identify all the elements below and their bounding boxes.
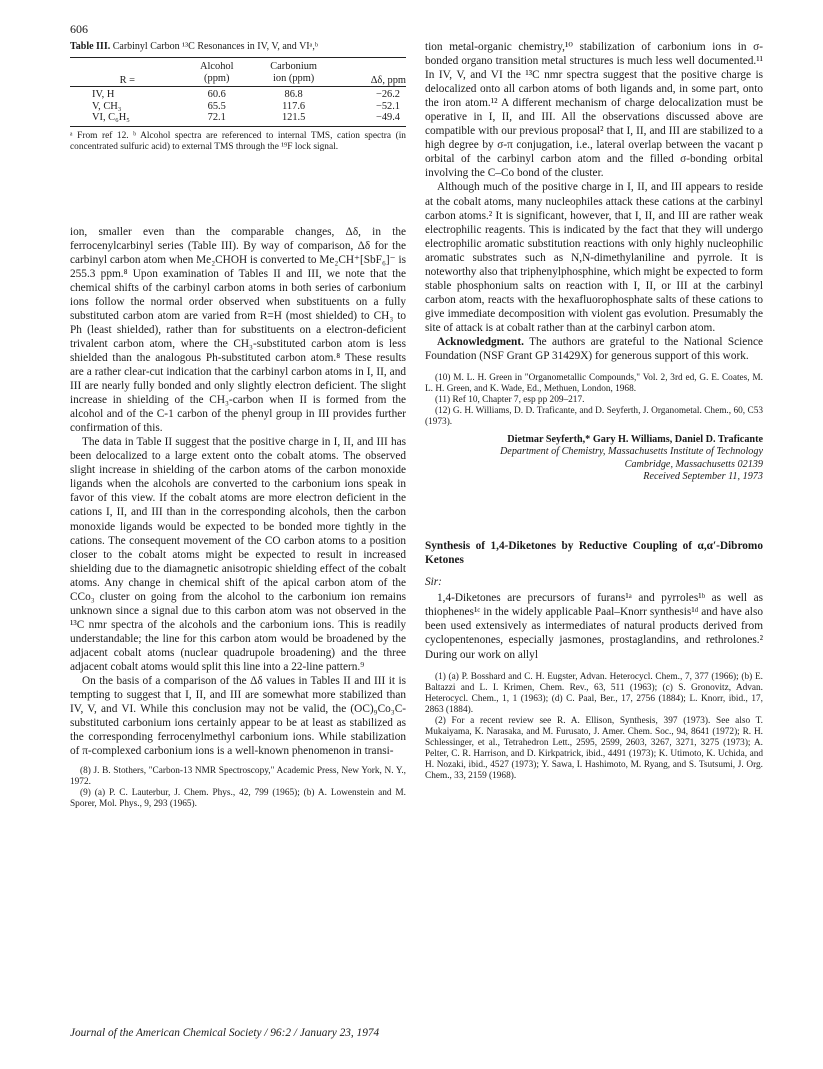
body-paragraph: The data in Table II suggest that the positive charge in I, II, and III has been delocalized to a large extent onto the cobalt atoms. The observed slight increase in shielding of the carbon atoms of the carbon monoxide ligands when the alcohols are converted to the carbonium ions speak in favor of this view. If the cobalt atoms are more electron deficient in the cations I, II, and III than in the corresponding alcohols, then the carbon monoxide ligands would be expected to be bonded more tightly in the cations. The consequent movement of the CO carbon atoms to a position closer to the cobalt atoms might be expected to result in increased shielding due to the diamagnetic anisotropic shielding effect of the cobalt atoms. Any change in chemical shift of the apical carbon atom of the CCo₃ cluster on going from the alcohol to the carbonium ion remains unknown since a signal due to this carbon atom was not observed in the ¹³C nmr spectra of the alcohols and the carbonium ions. This is readily understandable; the line for this carbon atom would be broadened by the adjacent cobalt atoms (nuclear quadrupole broadening) and the three adjacent cobalt atoms would split this line into a 22-line pattern.⁹	[70, 436, 406, 673]
table-cell: IV, H	[92, 89, 115, 101]
table-caption-label: Table III.	[70, 41, 111, 52]
article-title: Synthesis of 1,4-Diketones by Reductive Coupling of α,α′-Dibromo Ketones	[425, 540, 763, 567]
body-paragraph: ion, smaller even than the comparable changes, Δδ, in the ferrocenylcarbinyl series (Table III). By way of comparison, Δδ for the carbinyl carbon atom when Me₂CHOH is converted to Me₂CH⁺[SbF₆]⁻ is 255.3 ppm.⁸ Upon examination of Tables II and III, we note that the chemical shifts of the carbinyl carbon atoms in both series of carbonium ions follow the normal order observed when substituents on a fully substituted carbon atom are varied from R=H (most shielded) to CH₃ to Ph (least shielded), rather than for substituents on a electron-deficient trivalent carbon atom, where the CH₃-substituted carbon atom is less shielded than the analogous Ph-substituted carbon atom.⁸ These results are a rather clear-cut indication that the carbinyl carbon atoms in I, II, and III are nearly fully bonded and only slightly electron deficient. The slight increase in shielding of the CH₃-carbon when II is formed from the alcohol and of the C-1 carbon of the phenyl group in III provides further confirmation of this.	[70, 225, 406, 435]
acknowledgment-text: The authors are grateful to the National Science Foundation (NSF Grant GP 31429X) for generous support of this work.	[425, 335, 764, 363]
table-cell: −52.1	[375, 100, 400, 112]
author-signature	[425, 434, 763, 483]
table-cell: 72.1	[185, 112, 249, 126]
table-row	[70, 112, 406, 126]
spacer	[70, 153, 406, 225]
table-cell: −49.4	[338, 112, 406, 126]
salutation: Sir:	[425, 576, 442, 589]
body-paragraph: Although much of the positive charge in I, II, and III appears to reside at the cobalt atoms, many nucleophiles attack these cations at the carbinyl carbon atoms.² It is significant, however, that I, II, and III are rather weak electrophilic reagents. This is indicated by the fact that they will undergo electrophilic aromatic substitution reactions with only highly nucleophilic aromatic substrates such as N,N-dimethylaniline and pyrrole. It is noteworthy also that triphenylphosphine, which might be expected to form stable phosphonium salts on reaction with I, II, or III at the carbinyl carbon atom, reacts with the hexafluorophosphate salts of these cations to give immediate decomposition with violent gas evolution. Presumably the site of attack is at cobalt rather than at the carbinyl carbon atom.	[425, 181, 763, 334]
table-cell: V, CH₃	[92, 100, 122, 112]
left-column	[70, 40, 406, 810]
table-cell: −26.2	[375, 89, 400, 101]
table-header-alcohol-bottom: (ppm)	[185, 73, 249, 87]
table-caption	[70, 40, 406, 54]
page-number: 606	[70, 22, 88, 36]
footnote: (9) (a) P. C. Lauterbur, J. Chem. Phys., 42, 799 (1965); (b) A. Lowenstein and M. Sporer, Mol. Phys., 9, 293 (1965).	[70, 788, 406, 810]
footnote: (2) For a recent review see R. A. Ellison, Synthesis, 397 (1973). See also T. Mukaiyama, K. Narasaka, and M. Furusato, J. Amer. Chem. Soc., 94, 8641 (1972); R. H. Schlessinger, et al., Tetrahedron Lett., 2595, 2599, 2603, 3267, 3271, 3275 (1973); A. Pelter, C. R. Harrison, and D. Kirkpatrick, ibid., 4491 (1973); K. Utimoto, K. Uchida, and H. Nozaki, ibid., 4527 (1973); Y. Sawa, I. Hashimoto, M. Ryang, and S. Tsutsumi, J. Org. Chem., 33, 2159 (1968).	[425, 715, 763, 781]
table-cell: 86.8	[284, 89, 303, 101]
table-cell: 121.5	[249, 112, 339, 126]
table-footnote: ᵃ From ref 12. ᵇ Alcohol spectra are referenced to internal TMS, cation spectra (in concentrated sulfuric acid) to external TMS through the ¹⁹F lock signal.	[70, 130, 406, 152]
footnotes-right	[425, 373, 763, 428]
body-paragraph: 1,4-Diketones are precursors of furans¹ᵃ and pyrroles¹ᵇ as well as thiophenes¹ᶜ in the widely applicable Paal–Knorr synthesis¹ᵈ and have also been used extensively as intermediates of natural products derived from cyclopentenones, especially jasmones, prostaglandins, and rethrolones.² During our work on allyl	[425, 592, 763, 661]
author-address: Cambridge, Massachusetts 02139	[624, 458, 763, 470]
acknowledgment-heading: Acknowledgment.	[437, 335, 524, 348]
received-date: Received September 11, 1973	[643, 470, 763, 482]
footnote: (10) M. L. H. Green in "Organometallic Compounds," Vol. 2, 3rd ed, G. E. Coates, M. L. H. Green, and K. Wade, Ed., Methuen, London, 1968.	[425, 373, 763, 395]
table-iii	[70, 57, 406, 127]
footnotes-article	[425, 672, 763, 782]
table-cell: 60.6	[207, 89, 226, 101]
body-paragraph: tion metal-organic chemistry,¹⁰ stabilization of carbonium ions in σ-bonded organo transition metal structures is much less well documented.¹¹ In IV, V, and VI the ¹³C nmr spectra suggest that the positive charge is delocalized onto all carbon atoms of both ligands and, in some part, onto the iron atom.¹² A different mechanism of charge delocalization must be operative in I, II, and III. All the observations discussed above are compatible with our previous proposal² that I, II, and III are stabilized to a high degree by σ-π conjugation, i.e., lateral overlap between the vacant p orbital of the carbinyl carbon atom and the filled σ-bonding orbital involving the C–Co bond of the cluster.	[425, 41, 763, 180]
author-affiliation: Department of Chemistry, Massachusetts Institute of Technology	[499, 446, 763, 458]
table-header-carbonium-top: Carbonium	[249, 58, 339, 73]
table-row	[70, 101, 406, 113]
table-header-r: R =	[70, 58, 185, 87]
acknowledgment	[425, 335, 763, 363]
footnote: (8) J. B. Stothers, "Carbon-13 NMR Spectroscopy," Academic Press, New York, N. Y., 1972.	[70, 766, 406, 788]
right-column	[425, 40, 763, 782]
footnotes-left	[70, 766, 406, 810]
footnote: (1) (a) P. Bosshard and C. H. Eugster, Advan. Heterocycl. Chem., 7, 377 (1966); (b) E. Baltazzi and L. I. Krimen, Chem. Rev., 63, 511 (1963); (c) S. Gronovitz, Advan. Heterocycl. Chem., 1, 1 (1963); (d) C. Paal, Ber., 17, 2756 (1884); L. Knorr, ibid., 17, 2863 (1884).	[425, 671, 763, 715]
table-row	[70, 87, 406, 101]
table-caption-text: Carbinyl Carbon ¹³C Resonances in IV, V, and VIᵃ,ᵇ	[112, 41, 318, 52]
body-paragraph: On the basis of a comparison of the Δδ values in Tables II and III it is tempting to suggest that I, II, and III are somewhat more stabilized than IV, V, and VI. While this conclusion may not be valid, the (OC)₉Co₃C-substituted carbonium ions certainly appear to be at least as stabilized as the corresponding ferrocenylmethyl carbonium ions. While stabilization of π-complexed carbonium ions is a well-known phenomenon in transi-	[70, 675, 406, 758]
footnote: (12) G. H. Williams, D. D. Traficante, and D. Seyferth, J. Organometal. Chem., 60, C53 (1973).	[425, 406, 763, 428]
table-cell: 65.5	[207, 100, 226, 112]
table-header-alcohol-top: Alcohol	[185, 58, 249, 73]
table-cell: VI, C₆H₅	[70, 112, 185, 126]
author-names: Dietmar Seyferth,* Gary H. Williams, Daniel D. Traficante	[507, 434, 763, 446]
journal-footer: Journal of the American Chemical Society / 96:2 / January 23, 1974	[70, 1027, 380, 1039]
table-header-delta: Δδ, ppm	[338, 58, 406, 87]
footnote: (11) Ref 10, Chapter 7, esp pp 209–217.	[435, 395, 585, 406]
table-header-carbonium-bottom: ion (ppm)	[249, 73, 339, 87]
table-cell: 117.6	[282, 100, 306, 112]
